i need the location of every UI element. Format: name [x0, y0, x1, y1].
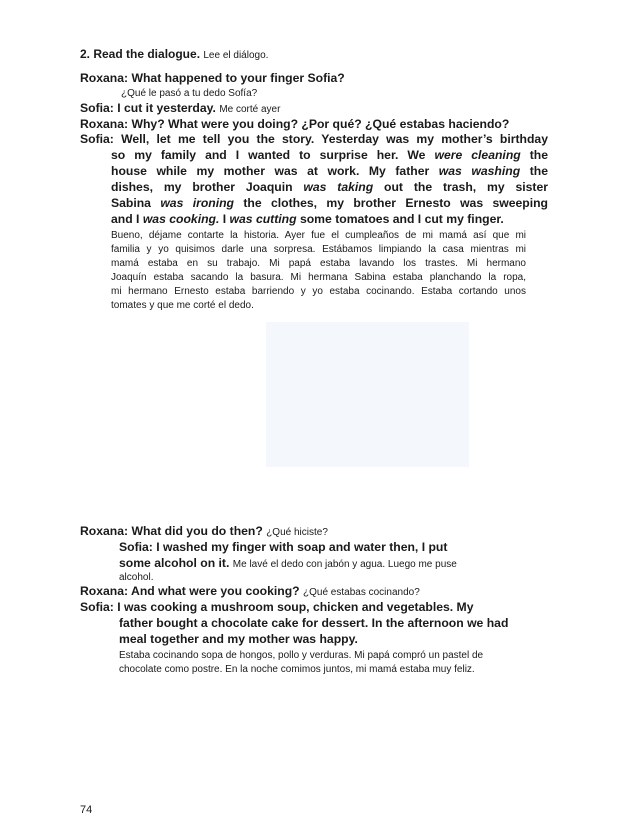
sofia-line-4: Sofia: I was cooking a mushroom soup, chicken and vegetables. My [80, 600, 474, 614]
roxana-line-2: Roxana: Why? What were you doing? ¿Por qué? ¿Qué estabas haciendo? [80, 117, 510, 131]
sofia-line-4-translation-2: chocolate como postre. En la noche comimos juntos, mi mamá estaba muy feliz. [119, 664, 475, 675]
story-translation-line-1: Bueno, déjame contarte la historia. Ayer fue el cumpleaños de mi mamá así que mi [111, 230, 526, 241]
story-translation-line-6: tomates y que me corté el dedo. [111, 300, 254, 311]
sofia-line-4c: meal together and my mother was happy. [119, 632, 358, 646]
sofia-line-3: Sofia: I washed my finger with soap and water then, I put [119, 540, 448, 554]
sofia-story-line-3: house while my mother was at work. My father was washing the [111, 164, 548, 178]
sofia-line-3b: some alcohol on it. Me lavé el dedo con jabón y agua. Luego me puse [119, 556, 457, 570]
roxana-line-1: Roxana: What happened to your finger Sofia? [80, 71, 345, 85]
roxana-line-3: Roxana: What did you do then? ¿Qué hiciste? [80, 524, 328, 538]
story-translation-line-2: familia y yo quisimos darle una sorpresa. Estábamos limpiando la casa mientras mi [111, 244, 526, 255]
roxana-line-4: Roxana: And what were you cooking? ¿Qué estabas cocinando? [80, 584, 420, 598]
sofia-story-line-1: Sofia: Well, let me tell you the story. Yesterday was my mother’s birthday [80, 132, 548, 146]
sofia-line-4b: father bought a chocolate cake for dessert. In the afternoon we had [119, 616, 509, 630]
story-translation-line-5: mi hermano Ernesto estaba barriendo y yo estaba cocinando. Estaba cortando unos [111, 286, 526, 297]
sofia-line-4-translation-1: Estaba cocinando sopa de hongos, pollo y verduras. Mi papá compró un pastel de [119, 650, 484, 661]
sofia-line-1: Sofia: I cut it yesterday. Me corté ayer [80, 101, 281, 115]
sofia-story-line-4: dishes, my brother Joaquin was taking out the trash, my sister [111, 180, 548, 194]
page-number: 74 [80, 804, 93, 816]
sofia-story-line-6: and I was cooking. I was cutting some tomatoes and I cut my finger. [111, 212, 504, 226]
exercise-title: 2. Read the dialogue. Lee el diálogo. [80, 47, 269, 61]
roxana-line-1-translation: ¿Qué le pasó a tu dedo Sofía? [121, 88, 258, 99]
sofia-story-line-5: Sabina was ironing the clothes, my brother Ernesto was sweeping [111, 196, 548, 210]
sofia-line-3-translation-end: alcohol. [119, 572, 154, 583]
sofia-story-line-2: so my family and I wanted to surprise her. We were cleaning the [111, 148, 549, 162]
story-translation-line-3: mamá estaba en su trabajo. Mi papá estaba lavando los trastes. Mi hermano [111, 258, 526, 269]
story-translation-line-4: Joaquín estaba sacando la basura. Mi hermana Sabina estaba planchando la ropa, [111, 272, 526, 283]
image-placeholder [266, 322, 469, 467]
